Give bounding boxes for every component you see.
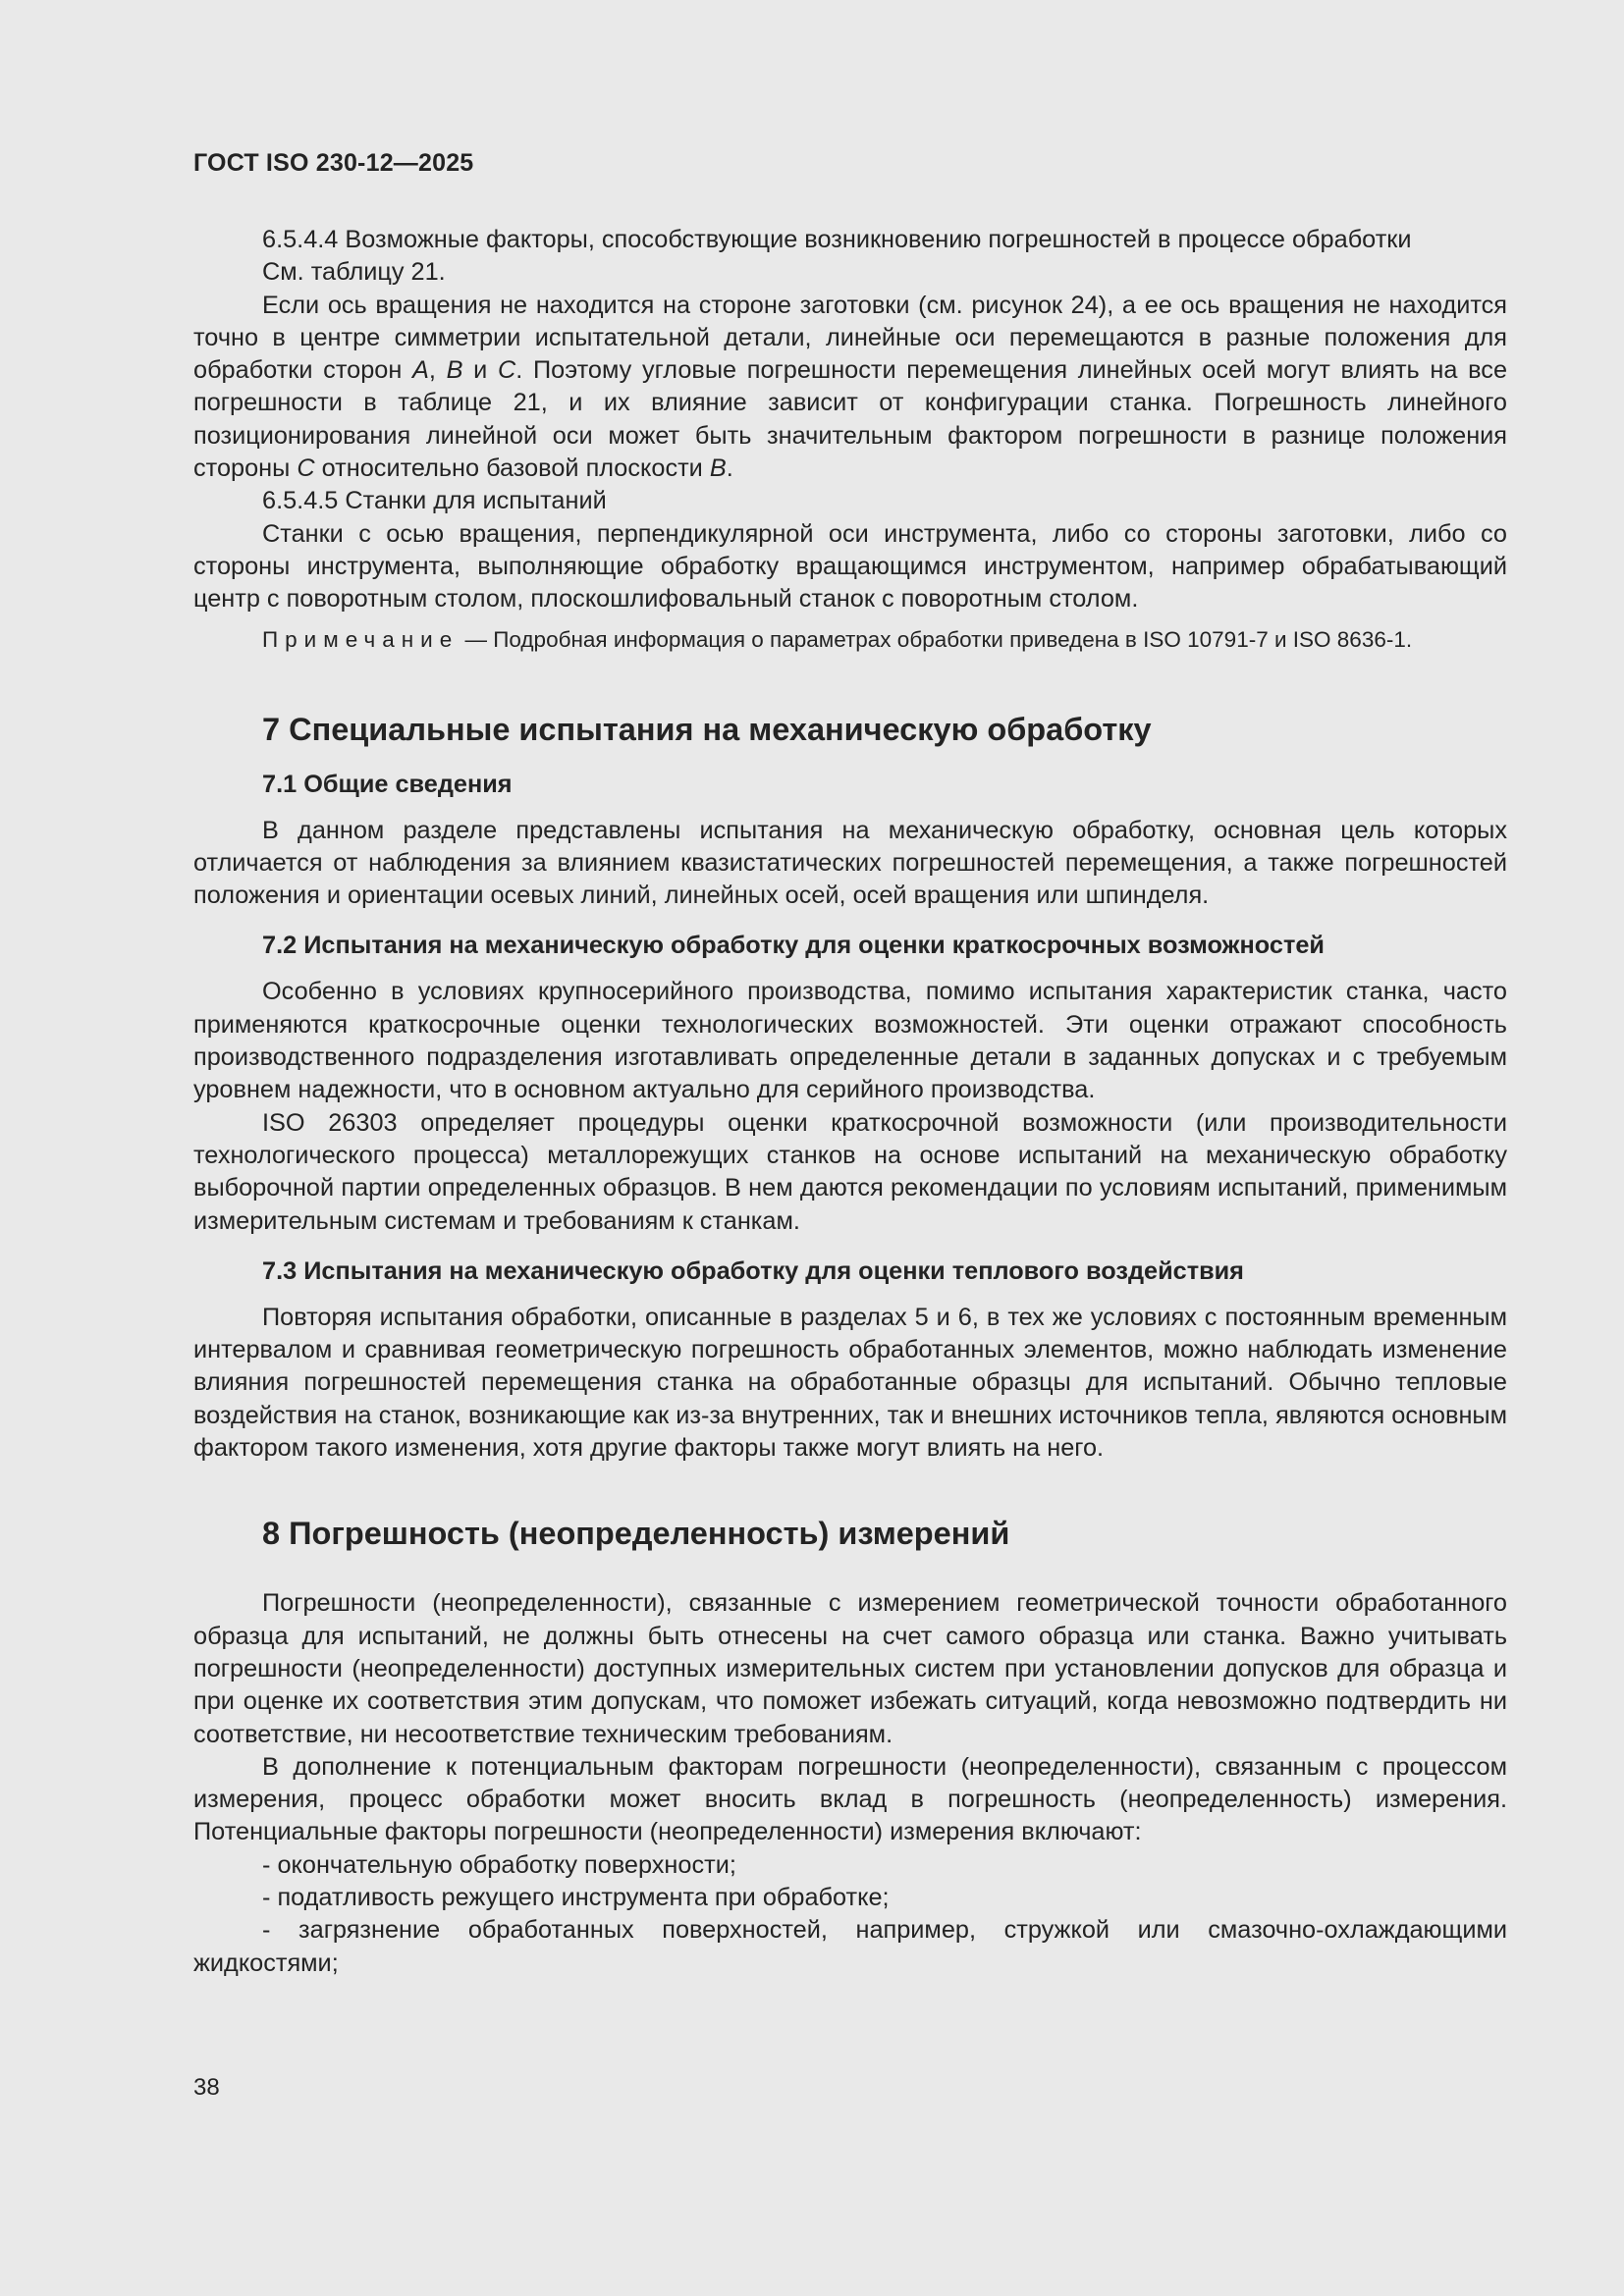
note-text: — Подробная информация о параметрах обработки приведена в ISO 10791-7 и ISO 8636-1. <box>459 626 1413 652</box>
text-run: , <box>428 356 447 385</box>
section-7-3-paragraph: Повторяя испытания обработки, описанные в разделах 5 и 6, в тех же условиях с постоянным временным интервалом и сравнивая геометрическую погрешность обработанных элементов, можно наблюдать изменение влияния погрешностей перемещения станка на обработанные образцы для испытаний. Обычно тепловые воздействия на станок, возникающие как из-за внутренних, так и внешних источников тепла, являются основным фактором такого изменения, хотя другие факторы также могут влиять на него. <box>193 1303 1507 1463</box>
section-7-2-heading: 7.2 Испытания на механическую обработку для оценки краткосрочных возможностей <box>262 932 1325 960</box>
document-header: ГОСТ ISO 230-12—2025 <box>193 149 474 177</box>
section-7-2-paragraph-1: Особенно в условиях крупносерийного производства, помимо испытания характеристик станка, часто применяются краткосрочные оценки технологических возможностей. Эти оценки отражают способность производственного подразделения изготавливать определенные детали в заданных допусках и с требуемым уровнем надежности, что в основном актуально для серийного производства. <box>193 978 1507 1104</box>
section-8-heading: 8 Погрешность (неопределенность) измерений <box>262 1516 1010 1552</box>
text-run: Если ось вращения не находится на стороне заготовки (см. рисунок 24), а ее ось вращения не находится точно в центре симметрии испытательной детали, линейные оси перемещаются в разные положения для обработки сторон <box>193 291 1507 385</box>
side-label-c: C <box>497 356 516 385</box>
section-7-3-heading: 7.3 Испытания на механическую обработку для оценки теплового воздействия <box>262 1256 1244 1285</box>
list-item: - загрязнение обработанных поверхностей, например, стружкой или смазочно-охлаждающими жидкостями; <box>193 1916 1507 1977</box>
list-item: - податливость режущего инструмента при обработке; <box>262 1883 890 1911</box>
note-label: Примечание <box>262 626 460 652</box>
side-label-b: B <box>446 356 463 385</box>
side-label-b: B <box>709 454 727 483</box>
side-label-c: C <box>297 454 315 483</box>
section-8-paragraph-2: В дополнение к потенциальным факторам погрешности (неопределенности), связанным с процессом измерения, процесс обработки может вносить вклад в погрешность (неопределенность) измерения. Потенциальные факторы погрешности (неопределенности) измерения включают: <box>193 1752 1507 1846</box>
section-7-1-paragraph: В данном разделе представлены испытания на механическую обработку, основная цель которых отличается от наблюдения за влиянием квазистатических погрешностей перемещения, а также погрешностей положения и ориентации осевых линий, линейных осей, осей вращения или шпинделя. <box>193 816 1507 910</box>
section-7-1-heading: 7.1 Общие сведения <box>262 770 513 798</box>
text-run: и <box>462 356 498 385</box>
section-7-heading: 7 Специальные испытания на механическую обработку <box>262 711 1152 747</box>
text-run: . Поэтому угловые погрешности перемещения линейных осей могут влиять на все погрешности в таблице 21, и их влияние зависит от конфигурации станка. Погрешность линейного позиционирования линейной оси может быть значительным фактором погрешности в разнице положения стороны <box>193 356 1508 483</box>
note <box>193 625 1507 655</box>
clause-6-5-4-4-table-ref: См. таблицу 21. <box>262 258 446 287</box>
text-run: . <box>726 454 733 483</box>
section-7-2-paragraph-2: ISO 26303 определяет процедуры оценки краткосрочной возможности (или производительности технологического процесса) металлорежущих станков на основе испытаний на механическую обработку выборочной партии определенных образцов. В нем даются рекомендации по условиям испытаний, применимым измерительным системам и требованиям к станкам. <box>193 1108 1507 1235</box>
clause-6-5-4-4-paragraph <box>193 290 1507 486</box>
side-label-a: A <box>412 356 429 385</box>
clause-6-5-4-5-heading: 6.5.4.5 Станки для испытаний <box>262 487 607 515</box>
section-8-paragraph-1: Погрешности (неопределенности), связанные с измерением геометрической точности обработанного образца для испытаний, не должны быть отнесены на счет самого образца или станка. Важно учитывать погрешности (неопределенности) доступных измерительных систем при установлении допусков для образца и при оценке их соответствия этим допускам, что поможет избежать ситуаций, когда невозможно подтвердить ни соответствие, ни несоответствие техническим требованиям. <box>193 1589 1507 1748</box>
clause-6-5-4-4-heading: 6.5.4.4 Возможные факторы, способствующие возникновению погрешностей в процессе обработки <box>262 226 1412 253</box>
text-run: относительно базовой плоскости <box>314 454 710 483</box>
list-item: - окончательную обработку поверхности; <box>262 1850 736 1879</box>
page-content <box>193 224 1507 1980</box>
page-number: 38 <box>193 2074 220 2101</box>
clause-6-5-4-5-paragraph: Станки с осью вращения, перпендикулярной оси инструмента, либо со стороны заготовки, либо со стороны инструмента, выполняющие обработку вращающимся инструментом, например обрабатывающий центр с поворотным столом, плоскошлифовальный станок с поворотным столом. <box>193 519 1507 614</box>
